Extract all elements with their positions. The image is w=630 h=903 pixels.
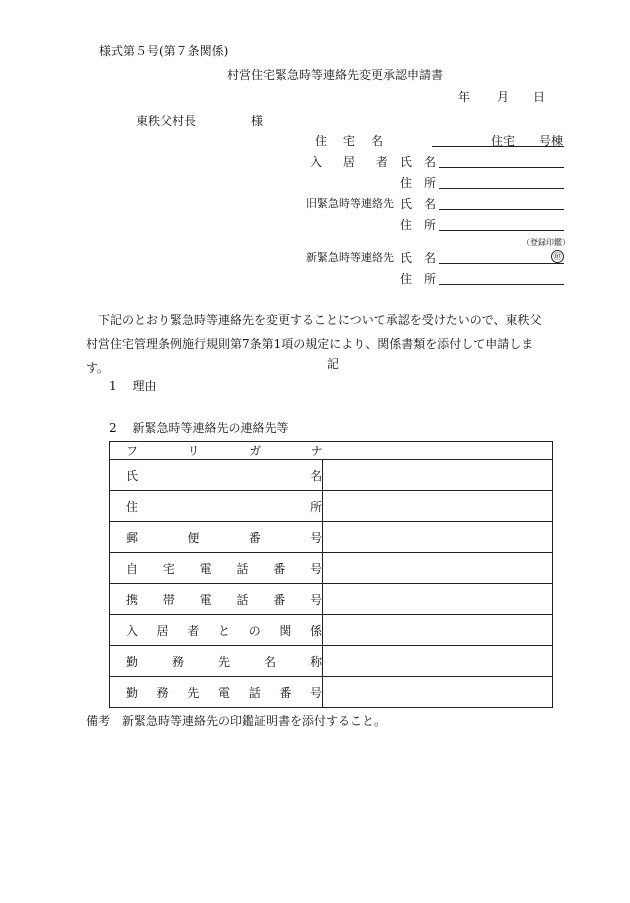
workplace-name-field[interactable] <box>323 646 553 677</box>
row-label: 郵 便 番 号 <box>110 522 323 553</box>
row-label: フ リ ガ ナ <box>110 442 323 460</box>
registered-seal-note: （登録印鑑） <box>522 238 570 247</box>
postal-code-field[interactable] <box>323 522 553 553</box>
housing-suffix-jutaku: 住宅 <box>491 134 516 148</box>
seal-icon: ㊞ <box>551 248 564 263</box>
row-label: 勤 務 先 電 話 番 号 <box>110 677 323 708</box>
table-row <box>110 553 553 584</box>
table-row <box>110 491 553 522</box>
row-label: 勤 務 先 名 称 <box>110 646 323 677</box>
new-contact-address-field[interactable] <box>439 284 564 285</box>
name-field[interactable] <box>323 460 553 491</box>
old-contact-address-label: 住 所 <box>400 218 436 232</box>
resident-label: 入 居 者 <box>310 155 388 169</box>
row-label: 携 帯 電 話 番 号 <box>110 584 323 615</box>
remarks-note: 備考 新緊急時等連絡先の印鑑証明書を添付すること。 <box>86 714 387 728</box>
new-contact-table <box>109 441 553 708</box>
table-row <box>110 584 553 615</box>
table-row <box>110 615 553 646</box>
table-row <box>110 442 553 460</box>
furigana-field[interactable] <box>323 442 553 460</box>
new-contact-label: 新緊急時等連絡先 <box>306 251 394 264</box>
table-row <box>110 522 553 553</box>
row-label: 自 宅 電 話 番 号 <box>110 553 323 584</box>
relationship-field[interactable] <box>323 615 553 646</box>
addressee-name: 東秩父村長 <box>136 114 197 128</box>
row-label: 入 居 者 と の 関 係 <box>110 615 323 646</box>
table-row <box>110 460 553 491</box>
ki-heading: 記 <box>327 357 340 371</box>
new-contact-name-field[interactable] <box>439 263 564 264</box>
housing-suffix-goto: 号棟 <box>539 134 564 148</box>
addressee-honorific: 様 <box>251 114 264 128</box>
mobile-phone-field[interactable] <box>323 584 553 615</box>
new-contact-address-label: 住 所 <box>400 272 436 286</box>
home-phone-field[interactable] <box>323 553 553 584</box>
workplace-phone-field[interactable] <box>323 677 553 708</box>
housing-name-label: 住 宅 名 <box>315 134 383 148</box>
section-1-title: 理由 <box>132 379 157 393</box>
section-1 <box>109 377 156 394</box>
form-number: 様式第５号(第７条関係) <box>99 44 229 58</box>
resident-address-field[interactable] <box>439 188 564 189</box>
row-label: 住 所 <box>110 491 323 522</box>
date-month-label: 月 <box>497 90 510 104</box>
row-label: 氏 名 <box>110 460 323 491</box>
old-contact-address-field[interactable] <box>439 230 564 231</box>
section-2-number: 2 <box>109 421 117 435</box>
table-row <box>110 677 553 708</box>
date-year-label: 年 <box>458 90 471 104</box>
table-row <box>110 646 553 677</box>
new-contact-name-label: 氏 名 <box>400 251 436 265</box>
section-1-number: 1 <box>109 379 117 393</box>
old-contact-name-field[interactable] <box>439 209 564 210</box>
document-title: 村営住宅緊急時等連絡先変更承認申請書 <box>227 68 444 82</box>
section-2-title: 新緊急時等連絡先の連絡先等 <box>132 421 289 435</box>
resident-name-label: 氏 名 <box>400 155 436 169</box>
old-contact-label: 旧緊急時等連絡先 <box>306 197 394 210</box>
resident-name-field[interactable] <box>439 167 564 168</box>
old-contact-name-label: 氏 名 <box>400 197 436 211</box>
address-field[interactable] <box>323 491 553 522</box>
section-2 <box>109 419 288 436</box>
date-day-label: 日 <box>533 90 546 104</box>
body-paragraph: 下記のとおり緊急時等連絡先を変更することについて承認を受けたいので、東秩父村営住宅管理条例施行規則第7条第1項の規定により、関係書類を添付して申請します。 <box>86 313 542 375</box>
resident-address-label: 住 所 <box>400 176 436 190</box>
